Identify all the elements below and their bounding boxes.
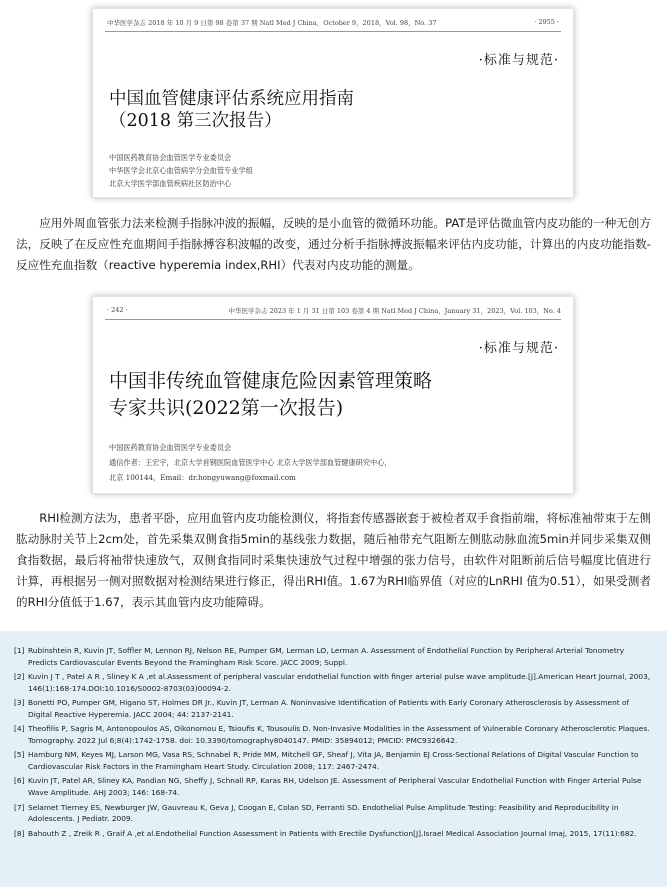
reference-number: [2] — [14, 672, 25, 682]
reference-text: Rubinshtein R, Kuvin JT, Soffler M, Lennon RJ, Nelson RE, Pumper GM, Lerman LO, Lerman A. Assessment of Endothelial Function by Peripheral Arterial Tonometry Predicts Cardiovascular Events Beyond the Framingham Risk Score. JACC 2009; Suppl. — [28, 646, 625, 667]
references-panel — [0, 631, 667, 887]
reference-number: [6] — [14, 776, 25, 786]
author-org-2: 中华医学会北京心血管病学分会血管专业学组 — [109, 166, 253, 175]
journal-header: 中华医学杂志 2018 年 10 月 9 日第 98 卷第 37 期 Natl Med J China，October 9，2018，Vol. 98，No. 37 — [107, 19, 437, 27]
article-title-line2: （2018 第三次报告） — [109, 111, 282, 131]
reference-number: [8] — [14, 828, 25, 838]
reference-text: Kuvin JT, Patel AR, Sliney KA, Pandian NG, Sheffy J, Schnall RP, Karas RH, Udelson JE. Assessment of Peripheral Vascular Endothelial Function with Finger Arterial Pulse Wave Amplitude. AHJ 2003; 146: 168-74. — [28, 776, 642, 798]
journal-header: 中华医学杂志 2023 年 1 月 31 日第 103 卷第 4 期 Natl Med J China，January 31，2023，Vol. 103，No. 4 — [228, 307, 561, 315]
reference-item — [14, 723, 653, 746]
reference-text: Selamet Tierney ES, Newburger JW, Gauvreau K, Geva J, Coogan E, Colan SD, Ferranti SD. Endothelial Pulse Amplitude Testing: Feasibility and Reproducibility in Adolescents. J Pediatr. 2009. — [28, 802, 619, 824]
article-clip-2018 — [92, 8, 574, 198]
reference-text: Theofilis P, Sagris M, Antonopoulos AS, Oikonomou E, Tsioufis K, Tousoulis D. Non-Invasive Modalities in the Assessment of Vulnerable Coronary Atherosclerotic Plaques. Tomography. 2022 Jul 6;8(4):1742-1758. doi: 10.3390/tomography8040147. PMID: 35894012; PMCID: PMC9326642. — [28, 724, 650, 745]
header-rule — [105, 319, 561, 320]
reference-item — [14, 645, 653, 668]
reference-item — [14, 671, 653, 694]
reference-item — [14, 775, 653, 798]
article-clip-2023 — [92, 296, 574, 494]
reference-item — [14, 749, 653, 772]
author-org-1: 中国医药教育协会血管医学专业委员会 — [109, 443, 232, 452]
page-number: · 2955 · — [534, 18, 559, 26]
reference-text: Hamburg NM, Keyes MJ, Larson MG, Vasa RS, Schnabel R, Pride MM, Mitchell GF, Sheaf J, Vita JA, Benjamin EJ Cross-Sectional Relations of Digital Vascular Function to Cardiovascular Risk Factors in the Framingham Heart Study. Circulation 2008; 117: 2467-2474. — [28, 750, 639, 772]
section-rubric: ·标准与规范· — [478, 341, 559, 356]
reference-number: [5] — [14, 750, 25, 760]
reference-item — [14, 828, 653, 840]
article-title-line1: 中国血管健康评估系统应用指南 — [109, 89, 354, 109]
reference-text: Bonetti PO, Pumper GM, Higano ST, Holmes DR Jr., Kuvin JT, Lerman A. Noninvasive Identification of Patients with Early Coronary Atherosclerosis by Assessment of Digital Reactive Hyperemia. JACC 2004; 44: 2137-2141. — [28, 698, 630, 719]
article-title-line2: 专家共识(2022第一次报告) — [109, 397, 344, 419]
header-rule — [105, 31, 561, 32]
author-address: 北京 100144，Email：dr.hongyuwang@foxmail.com — [109, 473, 296, 482]
reference-number: [3] — [14, 698, 25, 708]
reference-number: [1] — [14, 646, 25, 655]
reference-number: [4] — [14, 724, 25, 734]
reference-item — [14, 802, 653, 825]
page-number: · 242 · — [107, 306, 128, 314]
body-paragraph-pat: 应用外周血管张力法来检测手指脉冲波的振幅，反映的是小血管的微循环功能。PAT是评估微血管内皮功能的一种无创方法，反映了在反应性充血期间手指脉搏容积波幅的改变，通过分析手指脉搏波振幅来评估内皮功能，计算出的内皮功能指数-反应性充血指数（reactive hyperemia index,RHI）代表对内皮功能的测量。 — [16, 216, 651, 272]
reference-item — [14, 697, 653, 720]
author-org-3: 北京大学医学部血管疾病社区防治中心 — [109, 179, 232, 188]
reference-number: [7] — [14, 802, 25, 812]
reference-text: Kuvin J T , Patel A R , Sliney K A ,et al.Assessment of peripheral vascular endothelial function with finger arterial pulse wave amplitude.[J].American Heart Journal, 2003, 146(1):168-174.DOI:10.1016/S0002-8703(03)00094-2. — [28, 672, 651, 693]
body-paragraph-rhi-method: RHI检测方法为，患者平卧，应用血管内皮功能检测仪，将指套传感器嵌套于被检者双手食指前端，将标准袖带束于左侧肱动脉肘关节上2cm处，首先采集双侧食指5min的基线张力数据，随后袖带充气阻断左侧肱动脉血流5min并同步采集双侧食指数据，最后将袖带快速放气，双侧食指同时采集快速放气过程中增强的张力信号，由软件对阻断前后信号幅度比值进行计算，再根据另一侧对照数据对检测结果进行修正，得出RHI值。1.67为RHI临界值（对应的LnRHI 值为0.51），如果受测者的RHI分值低于1.67，表示其血管内皮功能障碍。 — [16, 511, 651, 609]
reference-text: Bahouth Z , Zreik R , Graif A ,et al.Endothelial Function Assessment in Patients with Erectile Dysfunction[J].Israel Medical Association Journal Imaj, 2015, 17(11):682. — [28, 828, 637, 838]
section-rubric: ·标准与规范· — [478, 53, 559, 68]
corresponding-author: 通信作者：王宏宇，北京大学首钢医院血管医学中心 北京大学医学部血管健康研究中心， — [109, 458, 392, 467]
article-title-line1: 中国非传统血管健康危险因素管理策略 — [109, 370, 433, 392]
author-org-1: 中国医药教育协会血管医学专业委员会 — [109, 153, 232, 162]
